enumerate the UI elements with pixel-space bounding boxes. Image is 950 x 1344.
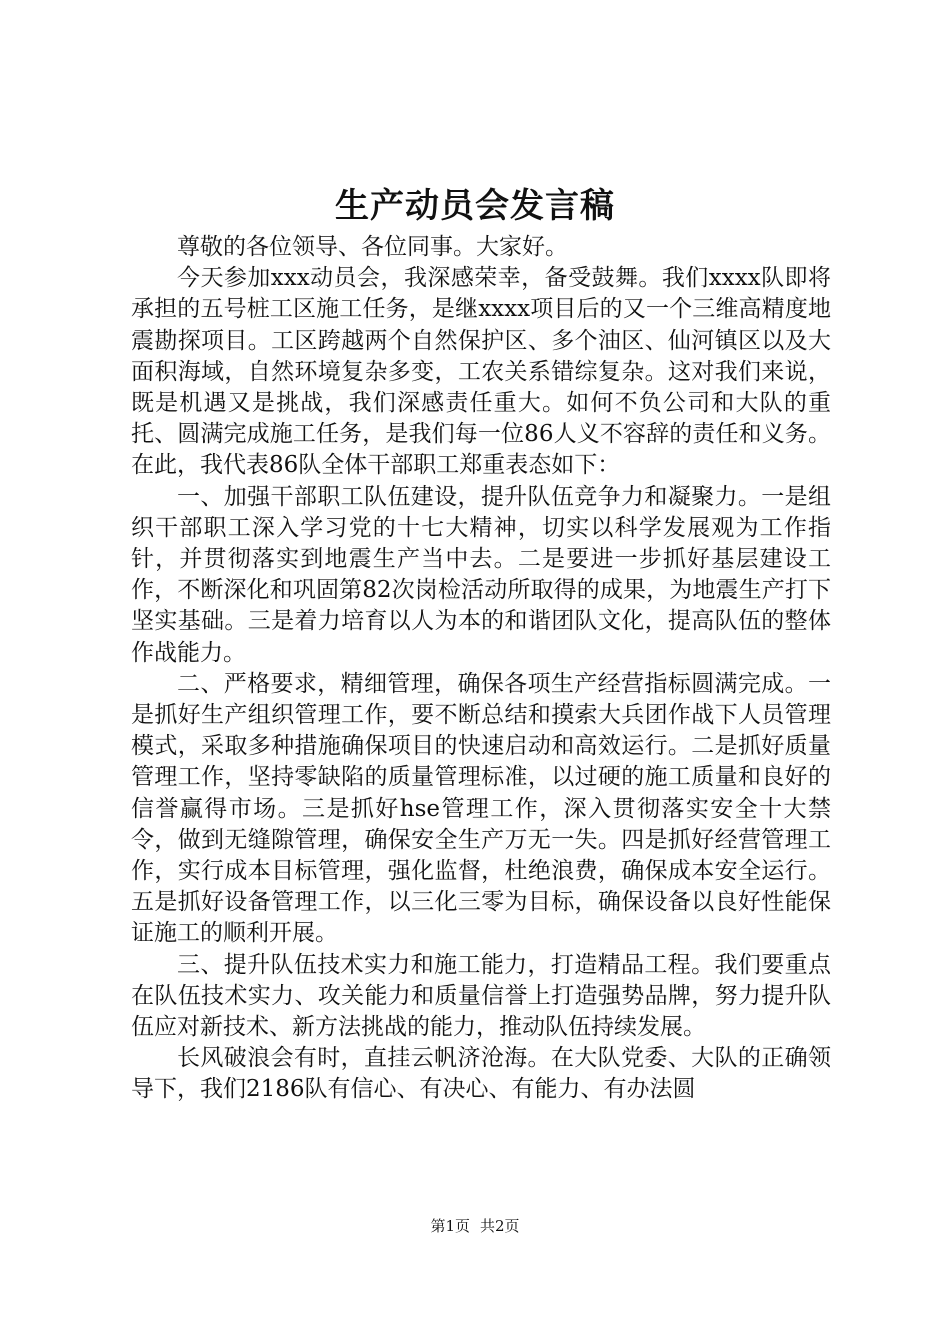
document-body bbox=[131, 232, 831, 1106]
paragraph-point-three: 三、提升队伍技术实力和施工能力，打造精品工程。我们要重点在队伍技术实力、攻关能力和质量信誉上打造强势品牌，努力提升队伍应对新技术、新方法挑战的能力，推动队伍持续发展。 bbox=[131, 951, 831, 1041]
document-title: 生产动员会发言稿 bbox=[335, 186, 615, 226]
paragraph-closing: 长风破浪会有时，直挂云帆济沧海。在大队党委、大队的正确领导下，我们2186队有信心、有决心、有能力、有办法圆 bbox=[131, 1045, 831, 1103]
paragraph-point-one: 一、加强干部职工队伍建设，提升队伍竞争力和凝聚力。一是组织干部职工深入学习党的十七大精神，切实以科学发展观为工作指针，并贯彻落实到地震生产当中去。二是要进一步抓好基层建设工作，不断深化和巩固第82次岗检活动所取得的成果，为地震生产打下坚实基础。三是着力培育以人为本的和谐团队文化，提高队伍的整体作战能力。 bbox=[131, 483, 831, 666]
paragraph-greeting: 尊敬的各位领导、各位同事。大家好。 bbox=[177, 234, 568, 260]
paragraph-intro: 今天参加xxx动员会，我深感荣幸，备受鼓舞。我们xxxx队即将承担的五号桩工区施工任务，是继xxxx项目后的又一个三维高精度地震勘探项目。工区跨越两个自然保护区、多个油区、仙河镇区以及大面积海域，自然环境复杂多变，工农关系错综复杂。这对我们来说，既是机遇又是挑战，我们深感责任重大。如何不负公司和大队的重托、圆满完成施工任务，是我们每一位86人义不容辞的责任和义务。在此，我代表86队全体干部职工郑重表态如下： bbox=[131, 265, 831, 479]
page-footer bbox=[0, 1216, 950, 1236]
page-number: 第1页 bbox=[430, 1217, 470, 1235]
page-total: 共2页 bbox=[480, 1217, 520, 1235]
paragraph-point-two: 二、严格要求，精细管理，确保各项生产经营指标圆满完成。一是抓好生产组织管理工作，要不断总结和摸索大兵团作战下人员管理模式，采取多种措施确保项目的快速启动和高效运行。二是抓好质量管理工作，坚持零缺陷的质量管理标准，以过硬的施工质量和良好的信誉赢得市场。三是抓好hse管理工作，深入贯彻落实安全十大禁令，做到无缝隙管理，确保安全生产万无一失。四是抓好经营管理工作，实行成本目标管理，强化监督，杜绝浪费，确保成本安全运行。五是抓好设备管理工作，以三化三零为目标，确保设备以良好性能保证施工的顺利开展。 bbox=[131, 670, 831, 947]
